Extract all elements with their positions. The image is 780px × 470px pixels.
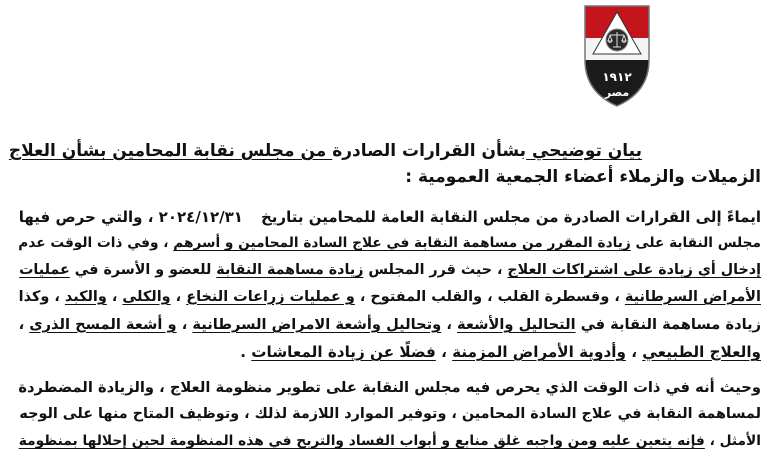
- paragraph1-line1: ايماءً إلى القرارات الصادرة من مجلس النقابة العامة للمحامين بتاريخ٢٠٢٤/١٢/٣١ ، والتي حرص فيها: [18, 208, 761, 226]
- paragraph2-line1: وحيث أنه في ذات الوقت الذي يحرص فيه مجلس النقابة على تطوير منظومة العلاج ، والزيادة المضطردة: [18, 379, 761, 396]
- title-part: بشأن القرارات الصادرة: [332, 141, 527, 161]
- statement-title: [9, 141, 642, 161]
- emblem-country: مصر: [604, 86, 630, 99]
- paragraph2-line2: لمساهمة النقابة في علاج السادة المحامين ، وتوفير الموارد اللازمة لذلك ، وتوظيف المتاح منها على الوجه: [19, 406, 761, 422]
- emblem-bottom-stripe: [581, 60, 653, 108]
- salutation: الزميلات والزملاء أعضاء الجمعية العمومية :: [405, 167, 761, 187]
- title-part: بيان توضيحي: [526, 141, 642, 161]
- paragraph1-line4: الأمراض السرطانية ، وقسطرة القلب ، والقلب المفتوح ، و عمليات زراعات النخاع ، والكلى ، والكبد ، وكذا: [18, 289, 761, 305]
- paragraph1-line2: مجلس النقابة على زيادة المقرر من مساهمة النقابة في علاج السادة المحامين و أسرهم ، وفي ذات الوقت عدم: [18, 235, 761, 251]
- paragraph1-line5: زيادة مساهمة النقابة في التحاليل والأشعة ، وتحاليل وأشعة الامراض السرطانية ، و أشعة المسح الذرى ،: [18, 316, 761, 333]
- decision-date: ٢٠٢٤/١٢/٣١: [158, 208, 243, 226]
- paragraph1-line6: والعلاج الطبيعي ، وأدوية الأمراض المزمنة ، فضلًا عن زيادة المعاشات .: [240, 343, 761, 361]
- title-part: من مجلس نقابة المحامين بشأن العلاج: [8, 141, 333, 161]
- paragraph1-line3: إدخال أي زيادة على اشتراكات العلاج ، حيث قرر المجلس زيادة مساهمة النقابة للعضو و الأسرة في عمليات: [19, 262, 761, 278]
- syndicate-emblem-logo: [581, 2, 653, 108]
- paragraph2-line3: الأمثل ، فإنه يتعين عليه ومن واجبه غلق منابع و أبواب الفساد والتربح في هذه المنظومة لحين إحلالها بمنظومة: [18, 433, 761, 449]
- emblem-year: ١٩١٢: [602, 70, 632, 84]
